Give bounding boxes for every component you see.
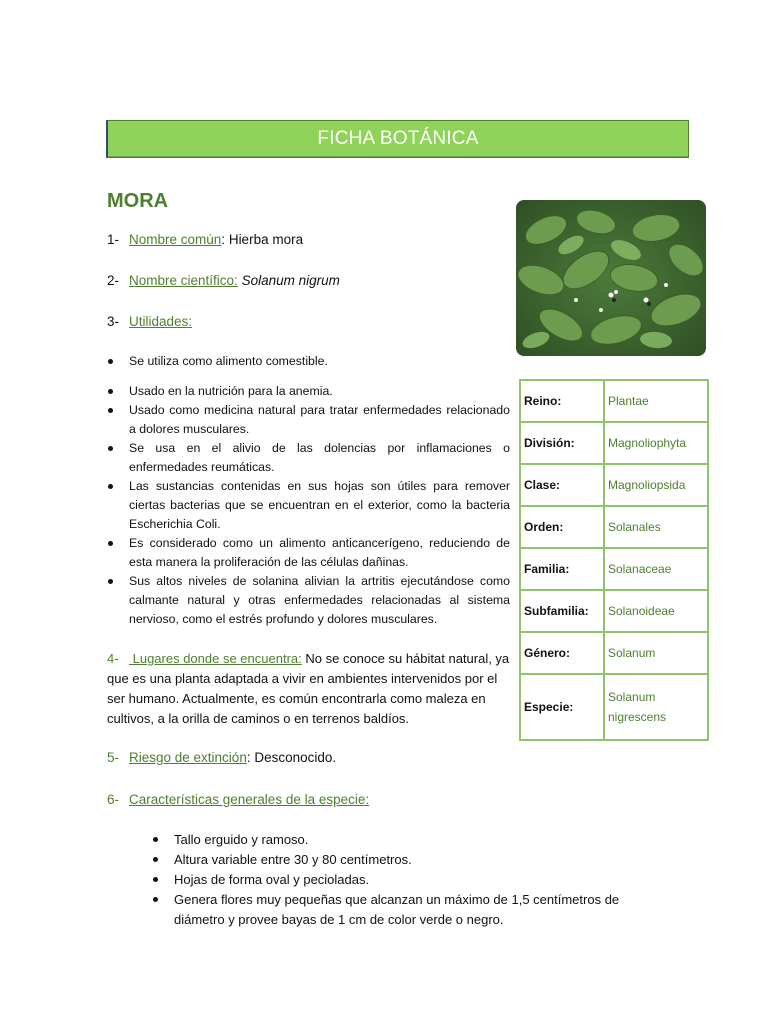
table-row: Reino: Plantae (520, 380, 708, 422)
list-item: Tallo erguido y ramoso. (152, 830, 652, 850)
scientific-name-value: Solanum nigrum (241, 273, 340, 288)
scientific-name-label: Nombre científico: (129, 273, 238, 288)
common-name-value: Hierba mora (225, 232, 304, 247)
item-common-name: 1- Nombre común: Hierba mora (107, 232, 304, 247)
page-title: FICHA BOTÁNICA (317, 128, 479, 149)
item-uses: 3- Utilidades: (107, 314, 193, 329)
list-item: Usado como medicina natural para tratar enfermedades relacionado a dolores musculares. (107, 401, 510, 439)
list-item: Usado en la nutrición para la anemia. (107, 382, 510, 401)
table-row: Especie: Solanum nigrescens (520, 674, 708, 740)
common-name-label: Nombre común (129, 232, 222, 247)
list-item: Se usa en el alivio de las dolencias por inflamaciones o enfermedades reumáticas. (107, 439, 510, 477)
item-characteristics: 6- Características generales de la especie: (107, 792, 370, 807)
list-item: Genera flores muy pequeñas que alcanzan un máximo de 1,5 centímetros de diámetro y provee bayas de 1 cm de color verde o negro. (152, 890, 652, 930)
item-extinction-risk: 5- Riesgo de extinción: Desconocido. (107, 750, 337, 765)
item-scientific-name: 2- Nombre científico: Solanum nigrum (107, 273, 340, 288)
list-item: Altura variable entre 30 y 80 centímetros. (152, 850, 652, 870)
habitat-text: No se conoce su hábitat natural, ya que es una planta adaptada a vivir en ambientes intervenidos por el ser humano. Actualmente, es común encontrarla como maleza en cultivos, a la orilla de caminos o en terrenos baldíos. (107, 651, 510, 726)
uses-label: Utilidades: (129, 314, 193, 329)
list-item: Sus altos niveles de solanina alivian la artritis ejecutándose como calmante natural y otras enfermedades relacionadas al sistema nervioso, como el estrés profundo y dolores musculares. (107, 572, 510, 629)
table-row: Subfamilia: Solanoideae (520, 590, 708, 632)
table-row: Género: Solanum (520, 632, 708, 674)
list-item: Hojas de forma oval y pecioladas. (152, 870, 652, 890)
plant-heading: MORA (107, 190, 169, 212)
uses-list-first (107, 352, 510, 371)
list-item: Las sustancias contenidas en sus hojas son útiles para remover ciertas bacterias que se encuentran en el exterior, como la bacteria Escherichia Coli. (107, 477, 510, 534)
item-habitat: 4- Lugares donde se encuentra: No se conoce su hábitat natural, ya que es una planta adaptada a vivir en ambientes intervenidos por el ser humano. Actualmente, es común encontrarla como maleza en cultivos, a la orilla de caminos o en terrenos baldíos. (107, 651, 510, 726)
taxonomy-table (519, 379, 709, 741)
table-row: Clase: Magnoliopsida (520, 464, 708, 506)
list-item: Se utiliza como alimento comestible. (107, 352, 510, 371)
table-row: Orden: Solanales (520, 506, 708, 548)
list-item: Es considerado como un alimento anticancerígeno, reduciendo de esta manera la proliferación de las células dañinas. (107, 534, 510, 572)
table-row: División: Magnoliophyta (520, 422, 708, 464)
title-banner (106, 120, 689, 158)
extinction-risk-label: Riesgo de extinción (129, 750, 247, 765)
plant-photo (516, 200, 706, 356)
extinction-risk-value: : Desconocido. (246, 750, 337, 765)
uses-list (107, 382, 510, 629)
characteristics-label: Características generales de la especie: (129, 792, 370, 807)
plant-image (516, 200, 706, 356)
habitat-label: Lugares donde se encuentra: (129, 651, 302, 666)
characteristics-list (152, 830, 652, 930)
table-row: Familia: Solanaceae (520, 548, 708, 590)
